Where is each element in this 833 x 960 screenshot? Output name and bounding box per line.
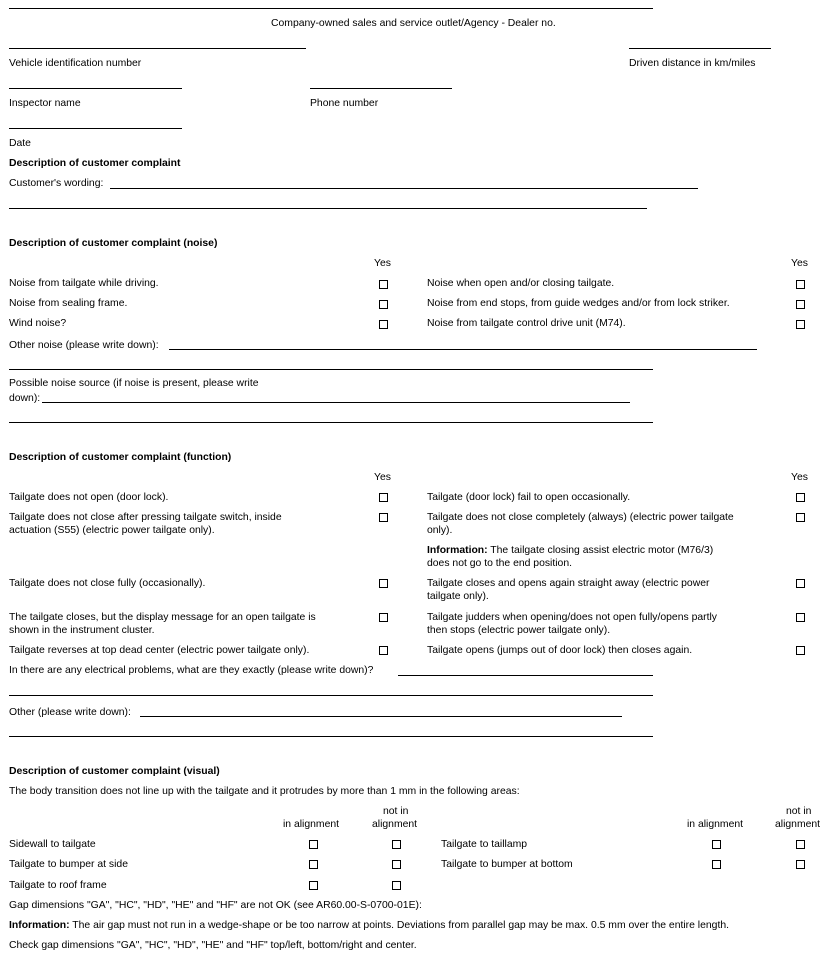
function-item-right: Tailgate closes and opens again straight away (electric power [427,578,710,589]
col-alignment-right: alignment [775,819,821,830]
in-alignment-checkbox[interactable] [712,860,721,869]
customer-wording-field-2[interactable] [9,208,647,209]
info-text: The air gap must not run in a wedge-shape or be too narrow at points. Deviations from parallel gap may be max. 0.5 mm over the entire length. [69,920,729,931]
function-item-left: Tailgate does not close fully (occasionally). [9,578,206,589]
function-item-right-cont: tailgate only). [427,591,489,602]
noise-item-right: Noise when open and/or closing tailgate. [427,278,615,289]
noise-yes-right: Yes [791,258,808,269]
noise-checkbox-left[interactable] [379,280,388,289]
visual-item-right: Tailgate to taillamp [441,839,528,850]
visual-heading: Description of customer complaint (visual) [9,766,220,777]
visual-item-right: Tailgate to bumper at bottom [441,859,573,870]
customer-wording-field[interactable] [110,188,698,189]
function-checkbox-left[interactable] [379,646,388,655]
not-in-alignment-checkbox[interactable] [796,840,805,849]
visual-intro: The body transition does not line up with the tailgate and it protrudes by more than 1 mm in the following areas: [9,786,520,797]
dealer-line[interactable] [9,8,653,9]
electrical-field[interactable] [398,675,653,676]
function-item-right: Tailgate judders when opening/does not open fully/opens partly [427,612,717,623]
distance-line[interactable] [629,48,771,49]
function-checkbox-right[interactable] [796,646,805,655]
function-item-right-cont: then stops (electric power tailgate only). [427,625,611,636]
function-item-left-cont: shown in the instrument cluster. [9,625,155,636]
noise-item-left: Noise from sealing frame. [9,298,128,309]
function-item-left: Tailgate reverses at top dead center (electric power tailgate only). [9,645,310,656]
function-item-right-cont: only). [427,525,453,536]
inspector-line[interactable] [9,88,182,89]
col-in-alignment-right: in alignment [687,819,744,830]
electrical-label: In there are any electrical problems, what are they exactly (please write down)? [9,665,374,676]
vin-line[interactable] [9,48,306,49]
function-checkbox-right[interactable] [796,613,805,622]
visual-info [9,919,729,932]
distance-label: Driven distance in km/miles [629,58,756,69]
gap-note: Gap dimensions "GA", "HC", "HD", "HE" and "HF" are not OK (see AR60.00-S-0700-01E): [9,900,422,911]
in-alignment-checkbox[interactable] [712,840,721,849]
inspector-label: Inspector name [9,98,81,109]
customer-heading: Description of customer complaint [9,158,181,169]
function-item-right: Tailgate does not close completely (always) (electric power tailgate [427,512,734,523]
visual-item-left: Tailgate to bumper at side [9,859,128,870]
phone-line[interactable] [310,88,452,89]
info-bold: Information: [427,545,488,556]
function-checkbox-right[interactable] [796,513,805,522]
function-yes-right: Yes [791,472,808,483]
noise-item-left: Noise from tailgate while driving. [9,278,159,289]
function-info-cont: does not go to the end position. [427,558,573,569]
function-heading: Description of customer complaint (function) [9,452,232,463]
function-checkbox-right[interactable] [796,579,805,588]
date-label: Date [9,138,31,149]
function-item-left-cont: actuation (S55) (electric power tailgate only). [9,525,215,536]
dealer-label: Company-owned sales and service outlet/Agency - Dealer no. [271,18,556,29]
function-info [427,544,713,557]
other-noise-field-2[interactable] [9,369,653,370]
in-alignment-checkbox[interactable] [309,840,318,849]
function-other-field-2[interactable] [9,736,653,737]
function-item-right: Tailgate (door lock) fail to open occasionally. [427,492,631,503]
noise-item-left: Wind noise? [9,318,67,329]
in-alignment-checkbox[interactable] [309,860,318,869]
noise-checkbox-right[interactable] [796,280,805,289]
check-note: Check gap dimensions "GA", "HC", "HD", "HE" and "HF" top/left, bottom/right and center. [9,940,417,951]
noise-source-field-2[interactable] [9,422,653,423]
not-in-alignment-checkbox[interactable] [796,860,805,869]
other-noise-field[interactable] [169,349,757,350]
other-noise-label: Other noise (please write down): [9,340,159,351]
function-other-label: Other (please write down): [9,707,131,718]
electrical-field-2[interactable] [9,695,653,696]
visual-item-left: Sidewall to tailgate [9,839,96,850]
noise-item-right: Noise from tailgate control drive unit (M74). [427,318,626,329]
function-item-left: The tailgate closes, but the display message for an open tailgate is [9,612,316,623]
function-checkbox-left[interactable] [379,579,388,588]
phone-label: Phone number [310,98,379,109]
col-alignment-left: alignment [372,819,418,830]
function-item-right: Tailgate opens (jumps out of door lock) then closes again. [427,645,693,656]
not-in-alignment-checkbox[interactable] [392,860,401,869]
info-text: The tailgate closing assist electric motor (M76/3) [487,545,714,556]
col-not-in-right: not in [786,806,812,817]
noise-checkbox-right[interactable] [796,320,805,329]
noise-source-label: Possible noise source (if noise is present, please write [9,378,259,389]
function-checkbox-right[interactable] [796,493,805,502]
function-item-left: Tailgate does not open (door lock). [9,492,169,503]
noise-checkbox-right[interactable] [796,300,805,309]
vin-label: Vehicle identification number [9,58,142,69]
visual-item-left: Tailgate to roof frame [9,880,107,891]
in-alignment-checkbox[interactable] [309,881,318,890]
info-bold: Information: [9,920,70,931]
noise-heading: Description of customer complaint (noise) [9,238,218,249]
function-checkbox-left[interactable] [379,613,388,622]
function-item-left: Tailgate does not close after pressing tailgate switch, inside [9,512,282,523]
noise-source-label-2: down): [9,393,41,404]
noise-checkbox-left[interactable] [379,320,388,329]
function-yes-left: Yes [374,472,391,483]
noise-checkbox-left[interactable] [379,300,388,309]
function-other-field[interactable] [140,716,622,717]
date-line[interactable] [9,128,182,129]
not-in-alignment-checkbox[interactable] [392,881,401,890]
noise-yes-left: Yes [374,258,391,269]
col-in-alignment-left: in alignment [283,819,340,830]
not-in-alignment-checkbox[interactable] [392,840,401,849]
noise-item-right: Noise from end stops, from guide wedges and/or from lock striker. [427,298,730,309]
noise-source-field[interactable] [42,402,630,403]
function-checkbox-left[interactable] [379,493,388,502]
col-not-in-left: not in [383,806,409,817]
customer-wording-label: Customer's wording: [9,178,104,189]
function-checkbox-left[interactable] [379,513,388,522]
